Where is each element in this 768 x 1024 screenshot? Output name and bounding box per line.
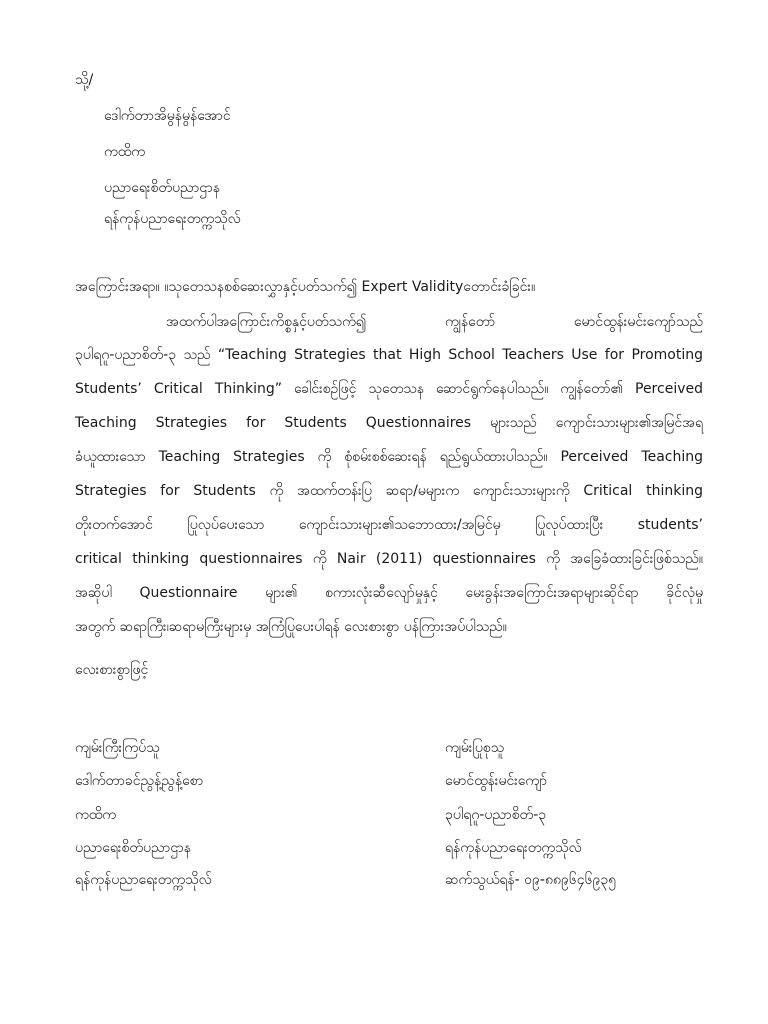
supervisor-department: ပညာရေးစိတ်ပညာဌာန bbox=[75, 840, 192, 856]
body-line-7: တိုးတက်အောင် ပြုလုပ်ပေးသော ကျောင်းသားများ၏သဘောထား/အမြင်မှ ပြုလုပ်ထားပြီး students’ bbox=[75, 517, 703, 533]
researcher-university: ရန်ကုန်ပညာရေးတက္ကသိုလ် bbox=[445, 840, 582, 856]
body-line-9: အဆိုပါ Questionnaire များ၏ စကားလုံးဆီလျော်မှုနှင့် မေးခွန်းအကြောင်းအရာများဆိုင်ရာ ခိုင်လုံမှု bbox=[75, 585, 703, 601]
recipient-position: ကထိက bbox=[104, 144, 145, 160]
researcher-contact: ဆက်သွယ်ရန်- ၀၉-၈၈၉၆၄၆၉၃၅ bbox=[445, 872, 617, 888]
body-line-2: ၃ပါရဂူ-ပညာစိတ်-၃ သည် “Teaching Strategies that High School Teachers Use for Promoting bbox=[75, 347, 703, 363]
recipient-name: ဒေါက်တာအိမွန်မွန်အောင် bbox=[104, 108, 231, 124]
recipient-university: ရန်ကုန်ပညာရေးတက္ကသိုလ် bbox=[104, 211, 241, 227]
body-line-8: critical thinking questionnaires ကို Nair (2011) questionnaires ကို အခြေခံထားခြင်းဖြစ်သည်။ bbox=[75, 551, 703, 567]
researcher-title: ကျမ်းပြုစုသူ bbox=[445, 740, 505, 756]
supervisor-title: ကျမ်းကြီးကြပ်သူ bbox=[75, 740, 160, 756]
body-line-3: Students’ Critical Thinking” ခေါင်းစဉ်ဖြင့် သုတေသန ဆောင်ရွက်နေပါသည်။ ကျွန်တော်၏ Perceived bbox=[75, 381, 703, 397]
body-line-1: အထက်ပါအကြောင်းကိစ္စနှင့်ပတ်သက်၍ ကျွန်တော် မောင်ထွန်းမင်းကျော်သည် bbox=[166, 314, 703, 330]
closing: လေးစားစွာဖြင့် bbox=[75, 662, 149, 678]
recipient-department: ပညာရေးစိတ်ပညာဌာန bbox=[104, 180, 221, 196]
supervisor-position: ကထိက bbox=[75, 807, 116, 823]
body-line-10: အတွက် ဆရာကြီး၊ဆရာမကြီးများမှ အကြံပြုပေးပါရန် လေးစားစွာ ပန်ကြားအပ်ပါသည်။ bbox=[75, 619, 507, 635]
supervisor-university: ရန်ကုန်ပညာရေးတက္ကသိုလ် bbox=[75, 872, 212, 888]
body-line-6: Strategies for Students ကို အထက်တန်းပြ ဆရာ/မများက ကျောင်းသားများကို Critical thinking bbox=[75, 483, 703, 499]
researcher-roll: ၃ပါရဂူ-ပညာစိတ်-၃ bbox=[445, 807, 547, 823]
recipient-to: သို့/ bbox=[75, 72, 94, 88]
subject-line: အကြောင်းအရာ။ ။သုတေသနစစ်ဆေးလွှာနှင့်ပတ်သက်၍ Expert Validityတောင်းခံခြင်း။ bbox=[75, 279, 536, 295]
researcher-name: မောင်ထွန်းမင်းကျော် bbox=[445, 773, 548, 789]
body-line-5: ခံယူထားသော Teaching Strategies ကို စုံစမ်းစစ်ဆေးရန် ရည်ရွယ်ထားပါသည်။ Perceived Teaching bbox=[75, 449, 703, 465]
body-line-4: Teaching Strategies for Students Questionnaires များသည် ကျောင်းသားများ၏အမြင်အရ bbox=[75, 415, 703, 431]
supervisor-name: ဒေါက်တာခင်ညွန့်ညွန့်စော bbox=[75, 773, 204, 789]
